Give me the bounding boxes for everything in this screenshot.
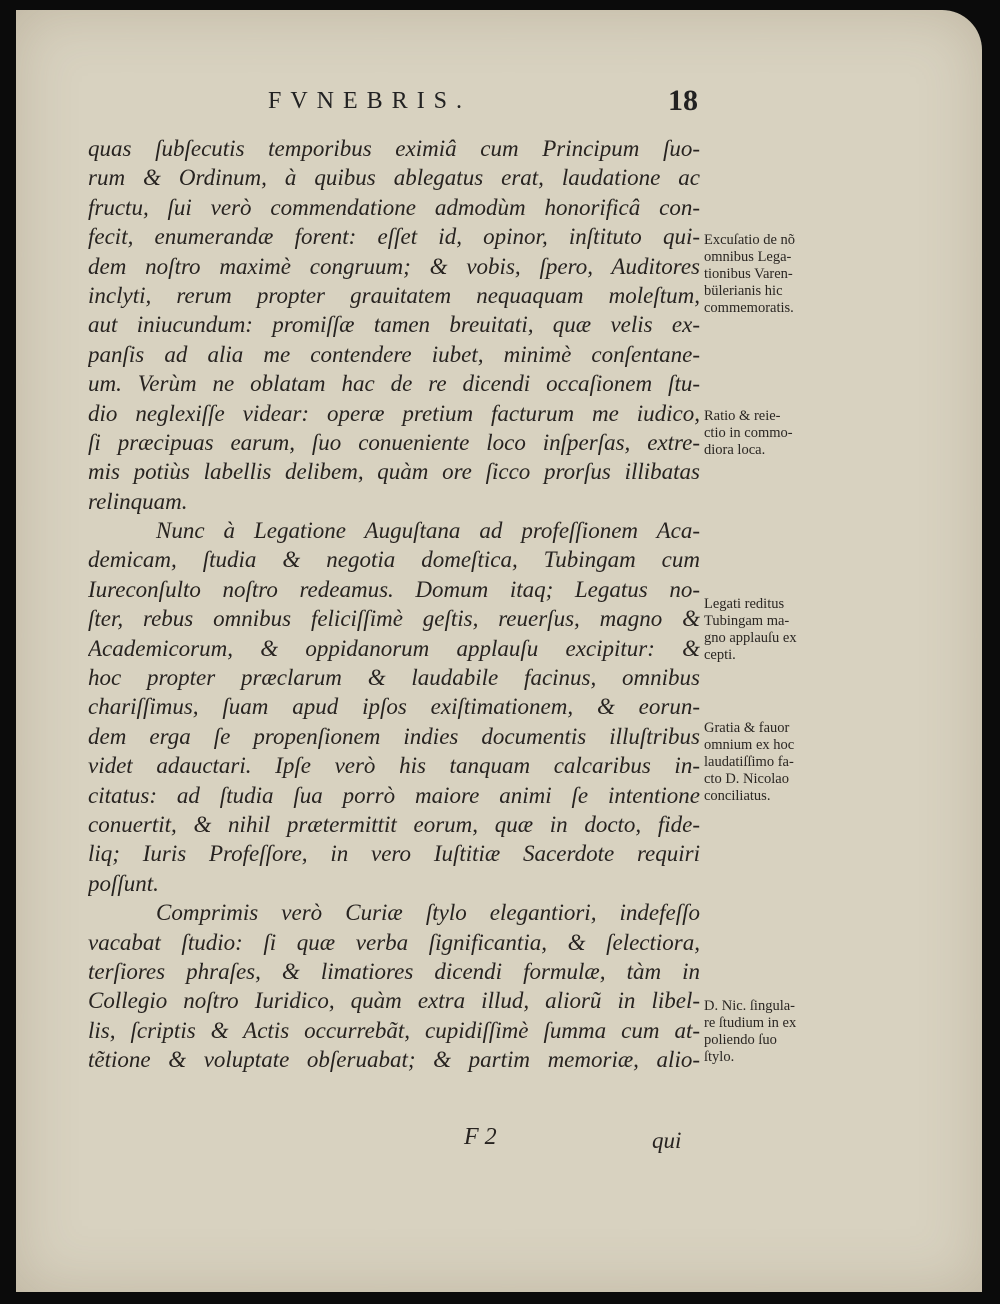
- text-line: relinquam.: [88, 488, 188, 514]
- text-line: hoc propter præclarum & laudabile facinus, omnibus: [88, 665, 700, 691]
- signature-mark: F 2: [464, 1124, 497, 1150]
- text-line: ſi præcipuas earum, ſuo conueniente loco inſperſas, extre-: [88, 429, 700, 455]
- margin-note-line: poliendo ſuo: [704, 1032, 777, 1048]
- text-line: tẽtione & voluptate obſeruabat; & partim memoriæ, alio-: [88, 1047, 700, 1073]
- margin-note-line: omnibus Lega-: [704, 249, 792, 265]
- margin-note-line: D. Nic. ſingula-: [704, 998, 796, 1014]
- margin-note-line: Legati reditus: [704, 596, 785, 612]
- text-line: dio neglexiſſe videar: operæ pretium facturum me iudico,: [88, 400, 700, 426]
- text-line: Academicorum, & oppidanorum applauſu excipitur: &: [88, 635, 700, 661]
- margin-note-line: ctio in commo-: [704, 425, 793, 441]
- running-title: FVNEBRIS.: [268, 88, 472, 114]
- page-number: 18: [668, 84, 698, 117]
- catchword: qui: [652, 1128, 682, 1153]
- margin-note-line: gno applauſu ex: [704, 630, 797, 646]
- margin-note-line: commemoratis.: [704, 300, 794, 316]
- text-line: dem erga ſe propenſionem indies documentis illuſtribus: [88, 723, 700, 749]
- text-line: dem noſtro maximè congruum; & vobis, ſpero, Auditores: [88, 253, 700, 279]
- margin-note-line: cepti.: [704, 647, 736, 663]
- margin-note-line: omnium ex hoc: [704, 737, 795, 753]
- text-line: fecit, enumerandæ forent: eſſet id, opinor, inſtituto qui-: [88, 224, 700, 250]
- text-line: rum & Ordinum, à quibus ablegatus erat, laudatione ac: [88, 165, 700, 191]
- margin-note-line: Tubingam ma-: [704, 613, 790, 629]
- margin-note-line: diora loca.: [704, 442, 766, 458]
- margin-note-line: Ratio & reie-: [704, 408, 781, 424]
- text-line: demicam, ſtudia & negotia domeſtica, Tubingam cum: [88, 547, 700, 573]
- margin-note-line: ſtylo.: [704, 1049, 735, 1065]
- text-line: poſſunt.: [88, 870, 159, 896]
- margin-note: [704, 232, 844, 317]
- text-line: chariſſimus, ſuam apud ipſos exiſtimationem, & eorun-: [88, 694, 700, 720]
- margin-note: [704, 998, 844, 1066]
- body-text: [88, 134, 700, 1075]
- margin-note: [704, 596, 844, 664]
- text-line: Iureconſulto noſtro redeamus. Domum itaq; Legatus no-: [88, 576, 700, 602]
- text-line: quas ſubſecutis temporibus eximiâ cum Principum ſuo-: [88, 136, 700, 161]
- text-line: mis potiùs labellis delibem, quàm ore ſicco prorſus illibatas: [88, 459, 700, 485]
- text-line: lis, ſcriptis & Actis occurrebãt, cupidiſſimè ſumma cum at-: [88, 1017, 700, 1043]
- margin-note: [704, 720, 844, 805]
- margin-note-line: tionibus Varen-: [704, 266, 793, 282]
- text-line: inclyti, rerum propter grauitatem nequaquam moleſtum,: [88, 282, 700, 308]
- text-line: videt adauctari. Ipſe verò his tanquam calcaribus in-: [88, 753, 700, 779]
- text-line: terſiores phraſes, & limatiores dicendi formulæ, tàm in: [88, 958, 700, 984]
- margin-note-line: conciliatus.: [704, 788, 771, 804]
- margin-note-line: cto D. Nicolao: [704, 771, 789, 787]
- text-line: liq; Iuris Profeſſore, in vero Iuſtitiæ Sacerdote requiri: [88, 841, 700, 867]
- margin-note-line: laudatiſſimo fa-: [704, 754, 794, 770]
- text-line: Nunc à Legatione Auguſtana ad profeſſionem Aca-: [156, 518, 700, 544]
- margin-note-line: re ſtudium in ex: [704, 1015, 797, 1031]
- text-line: panſis ad alia me contendere iubet, minimè conſentane-: [88, 341, 700, 367]
- text-line: ſter, rebus omnibus feliciſſimè geſtis, reuerſus, magno &: [88, 606, 700, 632]
- text-line: citatus: ad ſtudia ſua porrò maiore animi ſe intentione: [88, 782, 700, 808]
- margin-note: [704, 408, 844, 459]
- text-line: conuertit, & nihil prætermittit eorum, quæ in docto, fide-: [88, 811, 700, 837]
- text-line: Collegio noſtro Iuridico, quàm extra illud, aliorũ in libel-: [88, 988, 700, 1014]
- margin-note-line: Gratia & fauor: [704, 720, 790, 736]
- text-line: fructu, ſui verò commendatione admodùm honorificâ con-: [88, 194, 700, 220]
- margin-note-line: Excuſatio de nõ: [704, 232, 796, 248]
- text-line: aut iniucundum: promiſſæ tamen breuitati, quæ velis ex-: [88, 312, 700, 338]
- book-page: [16, 10, 982, 1292]
- text-line: um. Verùm ne oblatam hac de re dicendi occaſionem ſtu-: [88, 371, 700, 397]
- text-line: vacabat ſtudio: ſi quæ verba ſignificantia, & ſelectiora,: [88, 929, 700, 955]
- page-header: [16, 84, 982, 128]
- margin-note-line: bülerianis hic: [704, 283, 783, 299]
- text-line: Comprimis verò Curiæ ſtylo elegantiori, indefeſſo: [156, 900, 700, 926]
